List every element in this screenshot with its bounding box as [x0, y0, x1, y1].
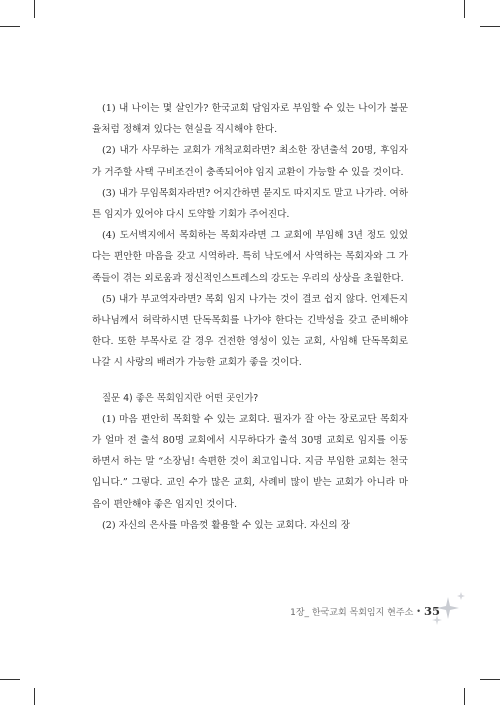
section-title: 질문 4) 좋은 목회임지란 어떤 곳인가? [102, 392, 259, 404]
sparkle-star-icon [432, 615, 442, 625]
paragraph: (2) 내가 사무하는 교회가 개척교회라면? 최소한 장년출석 20명, 후임자가 거주할 사택 구비조건이 충족되어야 임지 교환이 가능할 수 있을 것이다. [92, 145, 408, 178]
crop-mark [34, 688, 35, 705]
footer-separator: • [416, 606, 421, 616]
crop-mark [0, 679, 20, 680]
section-gap [92, 374, 408, 388]
body-text [92, 98, 408, 536]
crop-mark [480, 679, 500, 680]
paragraph: (4) 도서벽지에서 목회하는 목회자라면 그 교회에 부임해 3년 정도 있었다는 편안한 마음을 갖고 시역하라. 특히 낙도에서 사역하는 목회자와 그 가족들이 겪는 외로움과 정신적인스트레스의 강도는 우리의 상상을 초월한다. [92, 230, 408, 284]
crop-mark [480, 26, 500, 27]
paragraph: (1) 내 나이는 몇 살인가? 한국교회 담임자로 부임할 수 있는 나이가 불문율처럼 정해져 있다는 현실을 직시해야 한다. [92, 103, 408, 136]
paragraph: (1) 마음 편안히 목회할 수 있는 교회다. 필자가 잘 아는 장로교단 목회자가 얼마 전 출석 80명 교회에서 시무하다가 출석 30명 교회로 임지를 이동하면서 하는 말 “소장님! 속편한 것이 최고입니다. 지금 부임한 교회는 천국입니다.” 그렇다. 교인 수가 많은 교회, 사례비 많이 받는 교회가 아니라 마음이 편안해야 좋은 임지인 것이다. [92, 413, 408, 510]
sparkle-star-icon [457, 592, 465, 600]
page-footer [270, 601, 440, 621]
crop-mark [464, 688, 465, 705]
paragraph: (2) 자신의 은사를 마음껏 활용할 수 있는 교회다. 자신의 장 [102, 519, 350, 531]
page-number: 35 [423, 604, 440, 618]
paragraph: (5) 내가 부교역자라면? 목회 임지 나가는 것이 결코 쉽지 않다. 언제든지 하나님께서 허락하시면 단독목회를 나가야 한다는 긴박성을 갖고 준비해야 한다. 또한 부목사로 갈 경우 건전한 영성이 있는 교회, 사임해 단독목회로 나갈 시 사랑의 배려가 가능한 교회가 좋을 것이다. [92, 293, 408, 369]
crop-mark [34, 0, 35, 18]
sparkle-star-icon [437, 597, 459, 619]
paragraph: (3) 내가 무임목회자라면? 어지간하면 묻지도 따지지도 말고 나가라. 여하튼 임지가 있어야 다시 도약할 기회가 주어진다. [92, 187, 408, 221]
running-footer-chapter: 1장_ 한국교회 목회임지 현주소 [290, 607, 414, 618]
sparkle-star-decoration [428, 588, 468, 628]
crop-mark [464, 0, 465, 18]
crop-mark [0, 26, 20, 27]
